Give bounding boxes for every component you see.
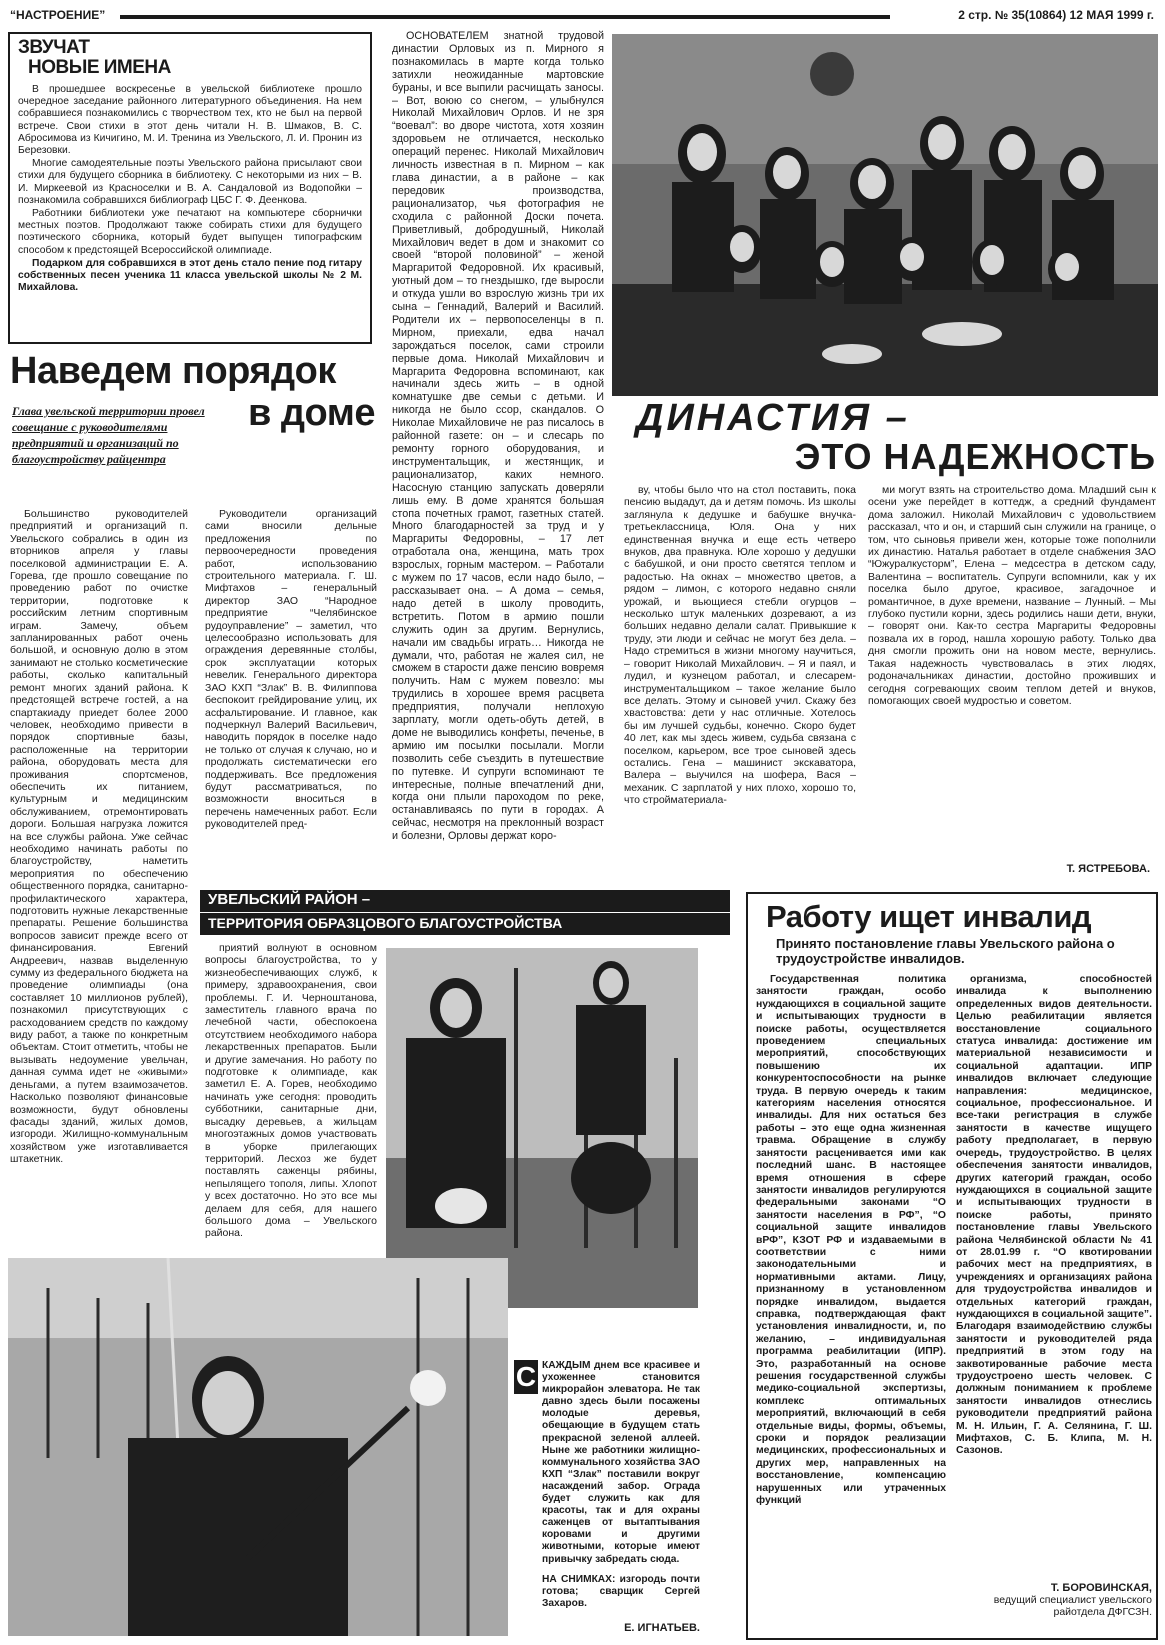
invalid-col2 — [956, 974, 1152, 1564]
district-col-text: приятий волнуют в основном вопросы благоустройства, то у жизнеобеспечивающих служб, к примеру, здравоохранения, свои проблемы. Г. И. Черноштанова, заместитель главного врача по лечебной части, обеспокоена отсутствием необходимого набора лекарственных препаратов. Были и другие замечания. Но работу по подготовке к олимпиаде, как заметил Е. А. Горев, необходимо начинать уже сегодня: проводить субботники, санитарные дни, высадку деревьев, а жильцам многоэтажных домов участвовать в уборке прилегающих территорий. Лесхоз же будет поставлять саженцы рябины, непылящего тополя, липы. Хлопот у всех достаточно. Но это все мы делаем для себя, для нашего большого дома – Увельского района. — [205, 942, 377, 1240]
dynasty-col2 — [624, 484, 856, 880]
dynasty-title — [636, 398, 1156, 478]
masthead — [10, 6, 1158, 26]
fence-photo-image — [386, 948, 698, 1308]
photo-note: НА СНИМКАХ: изгородь почти готова; сварщик Сергей Захаров. — [542, 1574, 700, 1610]
order-title-line1: Наведем порядок — [10, 350, 336, 392]
invalid-col1 — [756, 974, 946, 1638]
district-col — [205, 942, 377, 1260]
order-col1-text: Большинство руководителей предприятий и организаций п. Увельского собрались в один из вторников апреля у главы поселковой администрации Е. А. Горева, где прошло совещание по проведению работ по очистке территории, подготовке к российским летним спортивным играм. Замечу, объем запланированных работ очень большой, и основную долю в этом занимают не столько косметические работы, сколько капитальный ремонт многих зданий района. К предстоящей встрече гостей, а на спартакиаду приедет более 2000 человек, необходимо привести в порядок спортивные базы, расположенные на территории района, оборудовать места для проживания спортсменов, обеспечить их питанием, культурным и медицинским обслуживанием, отремонтировать дороги. Большая нагрузка ложится на все службы района. Уже сейчас необходимо начинать работы по благоустройству, наметить мероприятия по обеспечению общественного порядка, санитарно-профилактического характера, подготовить нужные лекарственные препараты. Решение большинства вопросов зависит прежде всего от финансирования. Евгений Андреевич, назвав выделенную сумму из федерального бюджета на проведение олимпиады (она составляет 10 миллионов рублей), познакомил присутствующих с расходованием средств по каждому виду работ, а также по конкретным объектам. Стоит отметить, чтобы не вызывать недоумение увельчан, данная сумма идет не «живыми» деньгами, а путем взаимозачетов. Насколько позволяют финансовые возможности, будут обновлены фасады зданий, жилых домов, изгороди. Жилищно-коммунальным хозяйством уже изготавливается штакетник. — [10, 508, 188, 1166]
welder-photo-image — [8, 1258, 508, 1636]
new-names-article — [8, 32, 372, 344]
caption-text: КАЖДЫМ днем все красивее и ухоженнее становится микрорайон элеватора. Не так давно здесь были посажены молодые деревья, обещающие в будущем стать прекрасной зеленой аллеей. Ныне же работники жилищно-коммунального хозяйства ЗАО КХП “Злак” поставили вокруг насаждений забор. Ограда будет служить как для красоты, так и для охраны саженцев от вытаптывания коровами и другими животными, которые имеют привычку забредать сюда. — [542, 1360, 700, 1565]
order-col2-text: Руководители организаций сами вносили дельные предложения по первоочередности проведения работ, использованию строительного материала. Г. Ш. Мифтахов – генеральный директор ЗАО “Народное предприятие “Челябинское рудоуправление” – заметил, что целесообразно использовать для ограждения деревянные столбы, срок эксплуатации которых невелик. Генерального директора ЗАО КХП “Злак” В. В. Филиппова беспокоит грейдирование улиц, их асфальтирование. И главное, как подчеркнул Валерий Васильевич, наводить порядок в поселке надо не только от случая к случаю, но и продолжать систематически его поддерживать. Все предложения будут рассматриваться, по возможности вноситься в перечень намеченных работ. Если руководителей пред- — [205, 508, 377, 831]
new-names-p2: Многие самодеятельные поэты Увельского района присылают свои стихи для будущего сборника в библиотеку. С некоторыми из них – В. И. Миркеевой из Красноселки и В. А. Сандаловой из Водопойки – познакомила собравшихся библиограф ЦБС Г. Ф. Деенкова. — [18, 158, 362, 206]
dynasty-title-line2: ЭТО НАДЕЖНОСТЬ — [794, 436, 1156, 477]
dynasty-author: Т. ЯСТРЕБОВА. — [1066, 863, 1150, 875]
new-names-title-line2: НОВЫЕ ИМЕНА — [28, 57, 171, 78]
dynasty-col2-text: ву, чтобы было что на стол поставить, пока пенсию выдадут, да и детям помочь. Из школы заглянула к дедушке и бабушке внучка-третьеклассница, Юля. Она у них единственная внучка и еще есть четверо внуков, два правнука. Юле хорошо у дедушки с бабушкой, и они просто светятся теплом и радостью. На окнах – множество цветов, а рядом – лимон, с которого недавно сняли урожай, и вьющиеся стебли огурцов – несколько штук маленьких дозревают, а из больших недавно делали салат. Привыкшие к труду, эти люди и сейчас не могут без дела. – Надо стремиться в жизни многому научиться, – говорит Николай Михайлович. – Я и паял, и лудил, и кузнецом работал, и слесарем-инструментальщиком – такое желание было все делать. Этому и сыновей учил. Скажу без хвастовства: дети у нас отличные. Хотелось бы им лучшей судьбы, конечно. Скоро будет 40 лет, как мы здесь живем, судьба связана с поселком, карьером, все трое сыновей здесь остались. Гена – машинист экскаватора, Валера – выучился на шофера, Вася – механик. С зарплатой у них плохо, хорошо то, что стройматериала- — [624, 484, 856, 807]
invalid-signature — [956, 1582, 1152, 1618]
fence-photo — [386, 948, 698, 1308]
dynasty-col1 — [392, 30, 604, 882]
order-col2 — [205, 508, 377, 880]
district-band-2: ТЕРРИТОРИЯ ОБРАЗЦОВОГО БЛАГОУСТРОЙСТВА — [200, 913, 730, 935]
welder-photo — [8, 1258, 508, 1636]
invalid-col2-text: организма, способностей инвалида к выполнению определенных видов деятельности. Целью реабилитации является восстановление социального статуса инвалида: достижение им материальной независимости и социальной адаптации. ИПР инвалидов включает следующие направления: медицинское, социальное, профессиональное. И все-таки регистрация в службе занятости в качестве ищущего работу предполагает, в первую очередь, трудоустройство. В целях обеспечения занятости инвалидов, других категорий граждан, особо нуждающихся в социальной защите и испытывающих трудности в поиске работы, принято постановление главы Увельского района Челябинской области № 41 от 28.01.99 г. “О квотировании рабочих мест на предприятиях, в учреждениях и организациях района для трудоустройства инвалидов и отдельных категорий граждан, нуждающихся в социальной защите”. Благодаря взаимодействию службы занятости и руководителей ряда предприятий в этом году на заквотированные рабочие места трудоустроено шесть человек. С должным пониманием к проблеме занятости инвалидов отнеслись руководители предприятий района М. Н. Ильин, Г. А. Селянина, Г. Ш. Мифтахов, С. Б. Клипа, М. Н. Сазонов. — [956, 974, 1152, 1457]
masthead-rule — [120, 15, 890, 19]
photo-author: Е. ИГНАТЬЕВ. — [624, 1622, 700, 1634]
district-band-1: УВЕЛЬСКИЙ РАЙОН – — [200, 890, 730, 912]
new-names-body — [18, 84, 362, 295]
order-title-line2: в доме — [248, 392, 375, 434]
new-names-p1: В прошедшее воскресенье в увельской библиотеке прошло очередное заседание районного литературного объединения. На нем собравшиеся познакомились с творчеством тех, кто не был на первой встрече. Свои стихи в этот день читали Н. В. Шмаков, В. С. Абросимова из Кичигино, М. И. Тренина из Увельского, Л. И. Пронин из Березовки. — [18, 84, 362, 157]
new-names-title-line1: ЗВУЧАТ — [18, 37, 90, 58]
caption-drop-initial: С — [515, 1361, 537, 1392]
family-photo — [612, 34, 1158, 396]
invalid-author: Т. БОРОВИНСКАЯ, — [1050, 1582, 1152, 1594]
new-names-title — [18, 38, 362, 78]
order-lead: Глава увельской территории провел совещание с руководителями предприятий и организаций по благоустройству райцентра — [12, 404, 205, 466]
new-names-p4: Подарком для собравшихся в этот день стало пение под гитару собственных песен ученика 11 класса увельской школы № 2 М. Михайлова. — [18, 257, 362, 294]
rubric-label: “НАСТРОЕНИЕ” — [10, 8, 106, 22]
dynasty-title-line1: ДИНАСТИЯ – — [636, 397, 910, 439]
page-info: 2 стр. № 35(10864) 12 МАЯ 1999 г. — [958, 8, 1154, 22]
invalid-article — [746, 892, 1158, 1640]
dynasty-col3 — [868, 484, 1156, 842]
invalid-subtitle: Принято постановление главы Увельского района о трудоустройстве инвалидов. — [776, 936, 1115, 966]
invalid-author-role: ведущий специалист увельского райотдела ДФГСЗН. — [993, 1594, 1152, 1618]
new-names-p3: Работники библиотеки уже печатают на компьютере сборнички местных поэтов. Продолжают также собирать стихи для будущего поэтического сборника, который будет выпущен типографским способом к предстоящей Всероссийской олимпиаде. — [18, 208, 362, 256]
invalid-title: Работу ищет инвалид — [766, 899, 1092, 934]
dynasty-col3-text: ми могут взять на строительство дома. Младший сын к осени уже перейдет в коттедж, а средний фундамент дома заложил. Николай Михайлович с удовольствием рассказал, что и он, и старший сын служили на границе, о том, что сыновья привели жен, которые тоже пополнили их династию. Наталья работает в отделе снабжения ЗАО “Южуралкусторм”, Елена – медсестра в детском саду, Валентина – воспитатель. Супруги вспомнили, как у их поселка было другое, красивое, загадочное и романтичное, в духе времени, название – Лунный. – Мы глубоко пустили корни, здесь родились наши дети, внуки, – говорят они. Как-то сестра Маргариты Федоровны позвала их в город, нашла хорошую работу. Только два дня смогли прожить они на новом месте, вернулись. Такая надежность чувствовалась в этих людях, родоначальниках династии, достойно проживших и сегодня согревающих своим теплом детей и внуков, помогающих своей мудростью и советом. — [868, 484, 1156, 707]
order-col1 — [10, 508, 188, 1244]
invalid-col1-text: Государственная политика занятости граждан, особо нуждающихся в социальной защите и испытывающих трудности в поиске работы, осуществляется проведением специальных мероприятий, способствующих повышению их конкурентоспособности на рынке труда. В первую очередь к таким категориям населения относятся инвалиды. Для них остаться без работы – это еще одна жизненная травма. Обращение в службу занятости расценивается ими как последний шанс. В настоящее время отношения в сфере занятости инвалидов регулируются федеральными законами “О занятости населения в РФ”, “О социальной защите инвалидов вРФ”, КЗОТ РФ и издаваемыми в соответствии с ними законодательными и нормативными актами. Лицу, признанному в установленном порядке инвалидом, выдается справка, подтверждающая факт установления инвалидности, и, по желанию, – индивидуальная программа реабилитации (ИПР). Это, разработанный на основе решения государственной службы медико-социальной экспертизы, комплекс оптимальных мероприятий, включающий в себя отдельные виды, формы, объемы, сроки и порядок реализации медицинских, профессиональных и других мер, направленных на восстановление, компенсацию нарушенных или утраченных функций — [756, 974, 946, 1507]
district-caption — [514, 1360, 700, 1638]
dynasty-col1-text: ОСНОВАТЕЛЕМ знатной трудовой династии Орловых из п. Мирного я познакомилась в марте когда только затихли неожиданные мартовские бураны, и все выпили расчищать заносы. – Вот, воюю со снегом, – улыбнулся Николай Михайлович Орлов. И не зря “воевал”: во дворе чистота, хотя хозяин здоровьем не отличается, несколько операций перенес. Николай Михайлович личность известная в п. Мирном – как глава династии, а в районе – как передовик производства, рационализатор, чья фотография не сходила с районной Доски почета. Приветливый, добродушный, Николай Михайлович ведет в дом и знакомит со своей “второй половиной” – женой Маргаритой Федоровной. Их красивый, уютный дом – то гнездышко, где выросли и откуда ушли во взрослую жизнь три их сына – Геннадий, Валерий и Василий. Родители их – первопоселенцы в п. Мирном, приехали, едва начал зарождаться поселок, сами строили первые дома. Николай Михайлович и Маргарита Федоровна вспоминают, как начинали здесь жить – в одной комнатушке две семьи с детьми. И никогда не было ссор, скандалов. О Николае Михайловиче не раз писалось в районной газете: он – и слесарь по ремонту горного оборудования, и инструментальщик, и жестянщик, и рационализатор, каких немного. Насосную станцию запускать доверяли лишь ему. В доме хранятся большая стопа почетных грамот, газетных статей. Много благодарностей за труд и у Маргариты Федоровны, – 17 лет отработала она, женщина, мать трох взрослых, горным мастером. – Работали с мужем по 17 часов, если надо было, – рассказывает она. – А дома – семья, надо детей в школу проводить, встретить. Потом в армию пошли служить один за другим. Вернулись, начали им свадьбы играть… Никогда не думали, что, работая не жалея сил, не сможем в старости даже пенсию вовремя получить. Нам с мужем повезло: мы трудились в хорошее время расцвета предприятия, получали неплохую зарплату, могли одеть-обуть детей, в доме не выводились конфеты, печенье, в армию им посылки посылали. Могли позволить себе съездить в путешествие по путевке. И супруги вспоминают те интересные, полные впечатлений дни, когда они плыли пароходом по реке, останавливаясь по пути в городах. А сейчас, несмотря на преклонный возраст и болезни, Орловы держат коро- — [392, 30, 604, 843]
family-photo-image — [612, 34, 1158, 396]
